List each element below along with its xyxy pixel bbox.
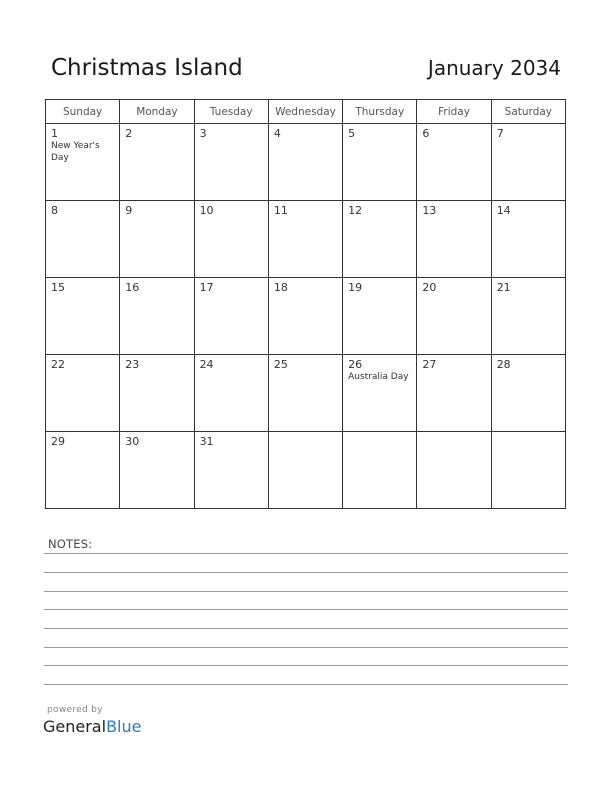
- day-number: 22: [51, 358, 65, 371]
- calendar-day-cell: [120, 432, 194, 509]
- weekday-header: Tuesday: [194, 100, 268, 124]
- month-label: January 2034: [427, 56, 561, 80]
- brand-general-text: General: [43, 717, 107, 736]
- day-number: [343, 432, 416, 435]
- day-number: [492, 432, 565, 435]
- day-number: 21: [496, 281, 511, 294]
- day-number: 2: [125, 127, 133, 140]
- calendar-day-cell: [417, 201, 491, 278]
- note-line: [44, 628, 568, 629]
- day-number: 9: [125, 204, 133, 217]
- day-number: 10: [199, 204, 214, 217]
- weekday-header: Monday: [120, 100, 194, 124]
- weekday-header: Thursday: [343, 100, 417, 124]
- note-line: [44, 572, 568, 573]
- calendar-day-cell: [268, 432, 342, 509]
- weekday-header: Saturday: [491, 100, 565, 124]
- day-number: 8: [51, 204, 58, 217]
- holiday-label: Australia Day: [348, 372, 409, 382]
- calendar-day-cell: [194, 355, 268, 432]
- calendar-grid: [45, 99, 566, 509]
- note-line: [44, 665, 568, 666]
- day-number: 3: [199, 127, 207, 140]
- day-number: 24: [199, 358, 214, 371]
- day-number: 13: [422, 204, 437, 217]
- calendar-day-cell: [194, 432, 268, 509]
- day-number: 31: [199, 435, 214, 448]
- calendar-week-row: [46, 124, 566, 201]
- weekday-header: Wednesday: [268, 100, 342, 124]
- calendar-week-row: [46, 201, 566, 278]
- calendar-day-cell: [417, 278, 491, 355]
- day-number: 17: [199, 281, 214, 294]
- calendar-day-cell: [268, 278, 342, 355]
- day-number: 12: [348, 204, 363, 217]
- note-line: [44, 684, 568, 685]
- day-number: [269, 432, 342, 435]
- calendar-day-cell: [343, 355, 417, 432]
- note-line: [44, 647, 568, 648]
- note-line: [44, 553, 568, 554]
- calendar-day-cell: [343, 432, 417, 509]
- calendar-day-cell: [268, 201, 342, 278]
- holiday-label: New Year's Day: [51, 141, 100, 163]
- calendar-day-cell: [46, 201, 120, 278]
- calendar-day-cell: [268, 355, 342, 432]
- brand-logo: [43, 717, 141, 737]
- calendar-day-cell: [120, 201, 194, 278]
- calendar-day-cell: [417, 124, 491, 201]
- day-number: 28: [496, 358, 511, 371]
- calendar-day-cell: [343, 201, 417, 278]
- weekday-header: Sunday: [46, 100, 120, 124]
- calendar-day-cell: [417, 355, 491, 432]
- calendar-day-cell: [120, 278, 194, 355]
- calendar-day-cell: [120, 355, 194, 432]
- calendar-day-cell: [194, 124, 268, 201]
- calendar-day-cell: [343, 124, 417, 201]
- day-number: 1: [51, 127, 58, 140]
- day-number: 26: [348, 358, 363, 371]
- day-number: 5: [348, 127, 356, 140]
- notes-label: NOTES:: [48, 537, 93, 551]
- day-number: 18: [273, 281, 288, 294]
- calendar-day-cell: [194, 278, 268, 355]
- note-line: [44, 591, 568, 592]
- weekday-header: Friday: [417, 100, 491, 124]
- day-number: 25: [273, 358, 288, 371]
- calendar-day-cell: [268, 124, 342, 201]
- day-number: 30: [125, 435, 140, 448]
- calendar-week-row: [46, 355, 566, 432]
- calendar-day-cell: [417, 432, 491, 509]
- calendar-day-cell: [343, 278, 417, 355]
- day-number: 4: [273, 127, 281, 140]
- calendar-day-cell: [46, 278, 120, 355]
- calendar-day-cell: [194, 201, 268, 278]
- day-number: 11: [273, 204, 288, 217]
- calendar-day-cell: [46, 432, 120, 509]
- day-number: 23: [125, 358, 140, 371]
- day-number: 6: [422, 127, 430, 140]
- note-line: [44, 609, 568, 610]
- calendar-day-cell: [491, 432, 565, 509]
- calendar-day-cell: [491, 355, 565, 432]
- calendar-week-row: [46, 278, 566, 355]
- powered-by-label: powered by: [47, 705, 103, 715]
- brand-blue-text: Blue: [106, 717, 142, 736]
- day-number: 19: [348, 281, 363, 294]
- day-number: 7: [496, 127, 504, 140]
- day-number: 27: [422, 358, 437, 371]
- calendar-day-cell: [46, 124, 120, 201]
- page-title: Christmas Island: [51, 55, 243, 81]
- calendar-day-cell: [46, 355, 120, 432]
- day-number: 29: [51, 435, 65, 448]
- day-number: 20: [422, 281, 437, 294]
- calendar-day-cell: [120, 124, 194, 201]
- day-number: [417, 432, 490, 435]
- calendar-day-cell: [491, 201, 565, 278]
- calendar-day-cell: [491, 278, 565, 355]
- weekday-header-row: [46, 100, 566, 124]
- day-number: 15: [51, 281, 65, 294]
- day-number: 16: [125, 281, 140, 294]
- day-number: 14: [496, 204, 511, 217]
- calendar-week-row: [46, 432, 566, 509]
- calendar-day-cell: [491, 124, 565, 201]
